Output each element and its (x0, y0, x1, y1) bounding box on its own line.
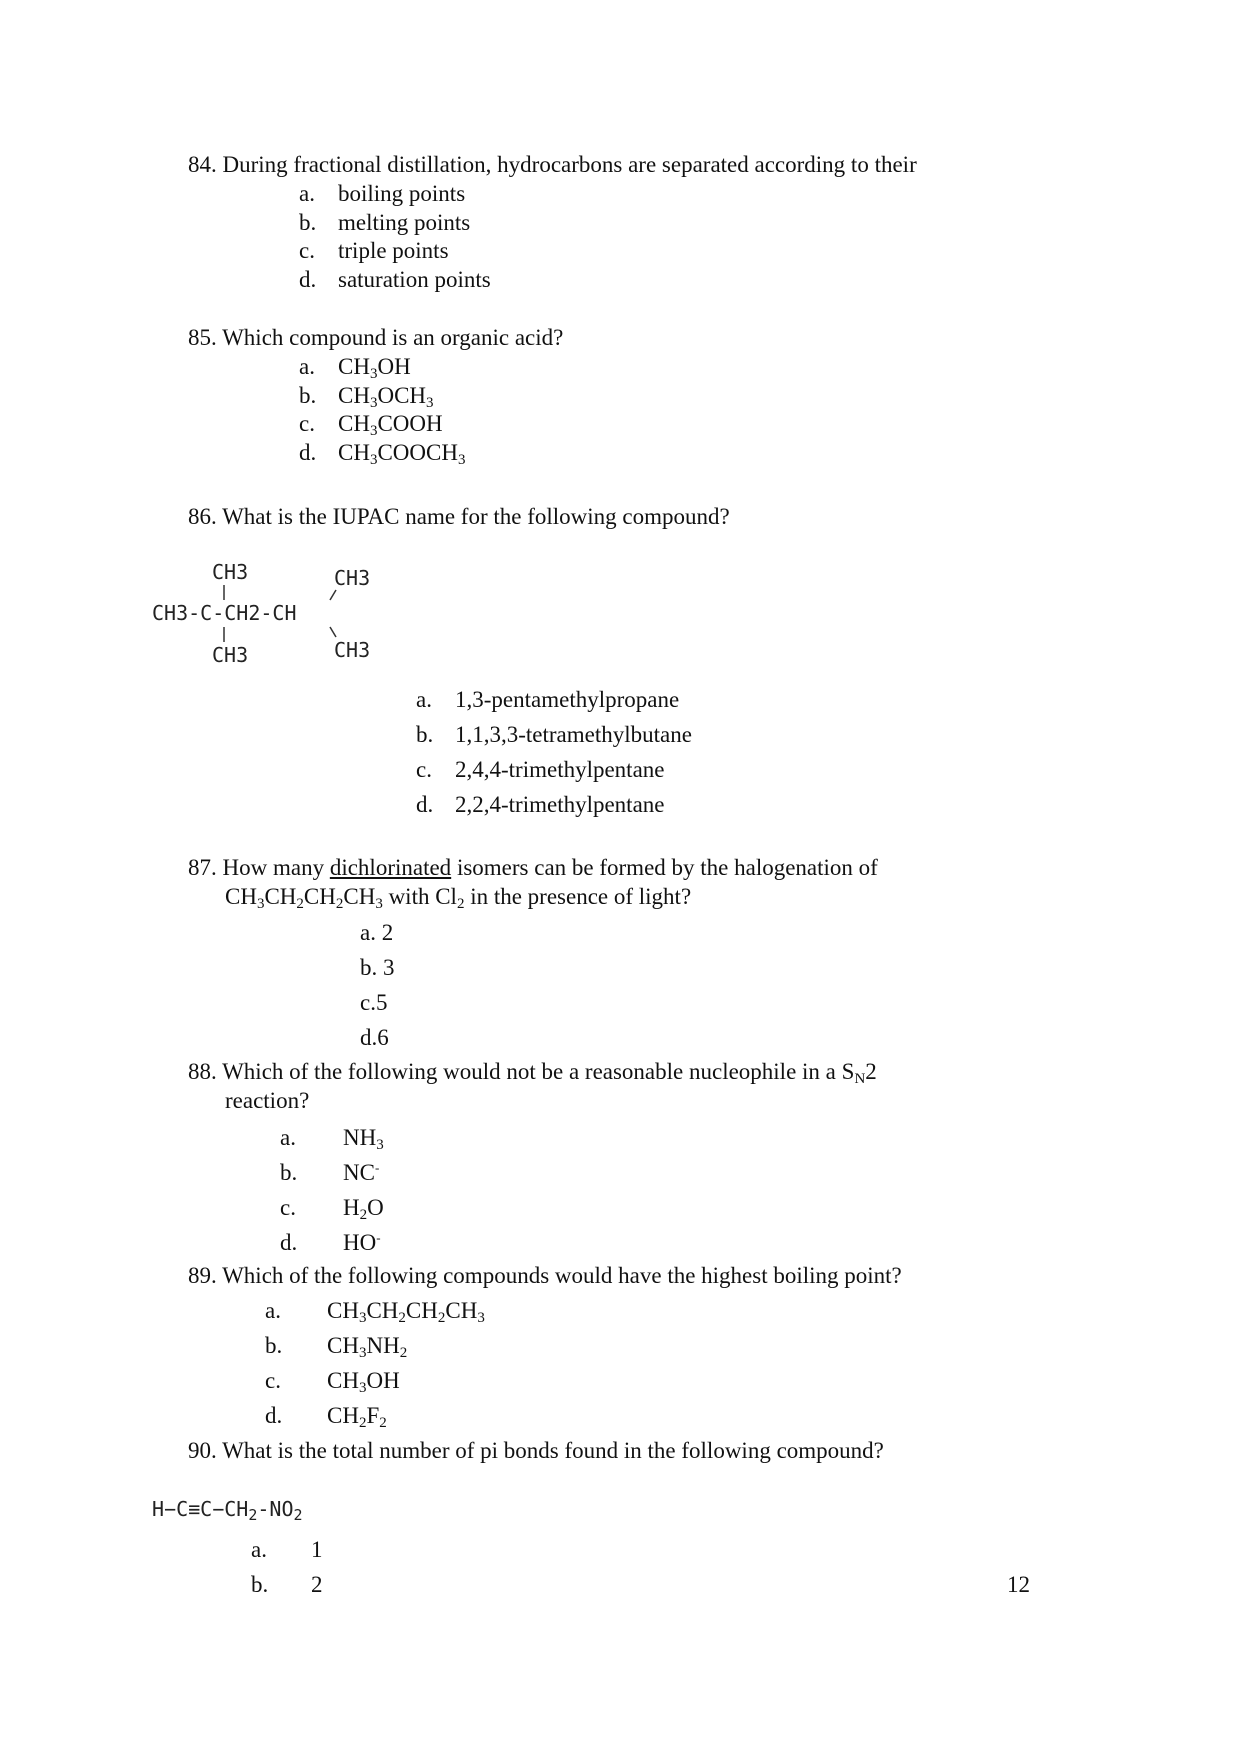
option-formula: $CH_3NH_2$ (327, 1333, 408, 1361)
underlined-term: dichlorinated (329, 855, 452, 880)
option-formula: NC- (343, 1160, 380, 1185)
question-number: 86. (188, 504, 217, 529)
option-label: d. (299, 440, 317, 465)
question-number: 85. (188, 325, 217, 350)
page-number: 12 (1007, 1572, 1030, 1597)
option-text: saturation points (338, 267, 491, 292)
option-label: b. (251, 1572, 269, 1597)
question-number: 89. (188, 1263, 217, 1288)
option-formula: $CH_3CH_2CH_2CH_3$ (327, 1298, 485, 1326)
option-formula: $H_2O$ (343, 1195, 384, 1223)
structure-methyl-bottom-left: CH3 (212, 643, 249, 667)
option-label: a. (251, 1537, 267, 1562)
question-87-line2: $CH_3CH_2CH_2CH_3$ with $Cl_2$ in the presence of light? (225, 884, 692, 912)
option-formula: $CH_3OCH_3$ (338, 383, 434, 411)
option-label: a. (280, 1125, 296, 1150)
option-text: triple points (338, 238, 449, 263)
option-label: c. (416, 757, 432, 782)
option-formula: $CH_3OH$ (327, 1368, 400, 1396)
structural-formula: $H-C\equiv C-CH_2-NO_2$ (152, 1497, 303, 1524)
option-label: b. (299, 383, 317, 408)
structure-methyl-top-left: CH3 (212, 560, 249, 584)
option-formula: HO- (343, 1230, 381, 1255)
option-label: c. (299, 411, 315, 436)
option-label: a. (416, 687, 432, 712)
question-90 (188, 1439, 884, 1462)
question-88-line2: reaction? (225, 1088, 310, 1113)
option-label: c. (265, 1368, 281, 1393)
question-text: During fractional distillation, hydrocarbons are separated according to their (222, 152, 917, 177)
option-text: melting points (338, 210, 471, 235)
option-text: 1 (311, 1537, 323, 1562)
question-88: 88. Which of the following would not be a reasonable nucleophile in a $S_N2$ (188, 1059, 877, 1087)
structure-methyl-bottom-right: CH3 (334, 638, 371, 662)
question-text: What is the IUPAC name for the following compound? (222, 504, 730, 529)
option: d.6 (360, 1025, 389, 1050)
option-text: 2,4,4-trimethylpentane (455, 757, 665, 782)
option-formula: $CH_3COOCH_3$ (338, 440, 466, 468)
option-label: d. (280, 1230, 298, 1255)
option-text: 1,1,3,3-tetramethylbutane (455, 722, 692, 747)
option-text: boiling points (338, 181, 466, 206)
option-label: a. (299, 354, 315, 379)
option-formula: $CH_2F_2$ (327, 1403, 387, 1431)
question-number: 90. (188, 1438, 217, 1463)
option-text: 2,2,4-trimethylpentane (455, 792, 665, 817)
option: c.5 (360, 990, 388, 1015)
question-89 (188, 1264, 902, 1287)
question-text: Which compound is an organic acid? (222, 325, 564, 350)
option-label: d. (265, 1403, 283, 1428)
option-label: d. (416, 792, 434, 817)
option-formula: $CH_3OH$ (338, 354, 411, 382)
option-label: b. (299, 210, 317, 235)
structure-main-chain: CH3-C-CH2-CH (152, 601, 297, 625)
question-number: 88. (188, 1059, 217, 1084)
option-formula: $CH_3COOH$ (338, 411, 443, 439)
structure-methyl-top-right: CH3 (334, 566, 371, 590)
option-label: b. (416, 722, 434, 747)
option-text: 2 (311, 1572, 323, 1597)
option: b. 3 (360, 955, 395, 980)
question-87: 87. How many dichlorinated isomers can be formed by the halogenation of (188, 855, 878, 880)
option-label: a. (265, 1298, 281, 1323)
question-number: 84. (188, 152, 217, 177)
option-formula: $NH_3$ (343, 1125, 384, 1153)
option-text: 1,3-pentamethylpropane (455, 687, 680, 712)
option-label: b. (265, 1333, 283, 1358)
option: a. 2 (360, 920, 394, 945)
question-text: Which of the following compounds would have the highest boiling point? (222, 1263, 902, 1288)
question-number: 87. (188, 855, 217, 880)
option-label: c. (299, 238, 315, 263)
question-text: What is the total number of pi bonds found in the following compound? (222, 1438, 884, 1463)
option-label: a. (299, 181, 315, 206)
option-label: d. (299, 267, 317, 292)
option-label: b. (280, 1160, 298, 1185)
option-label: c. (280, 1195, 296, 1220)
